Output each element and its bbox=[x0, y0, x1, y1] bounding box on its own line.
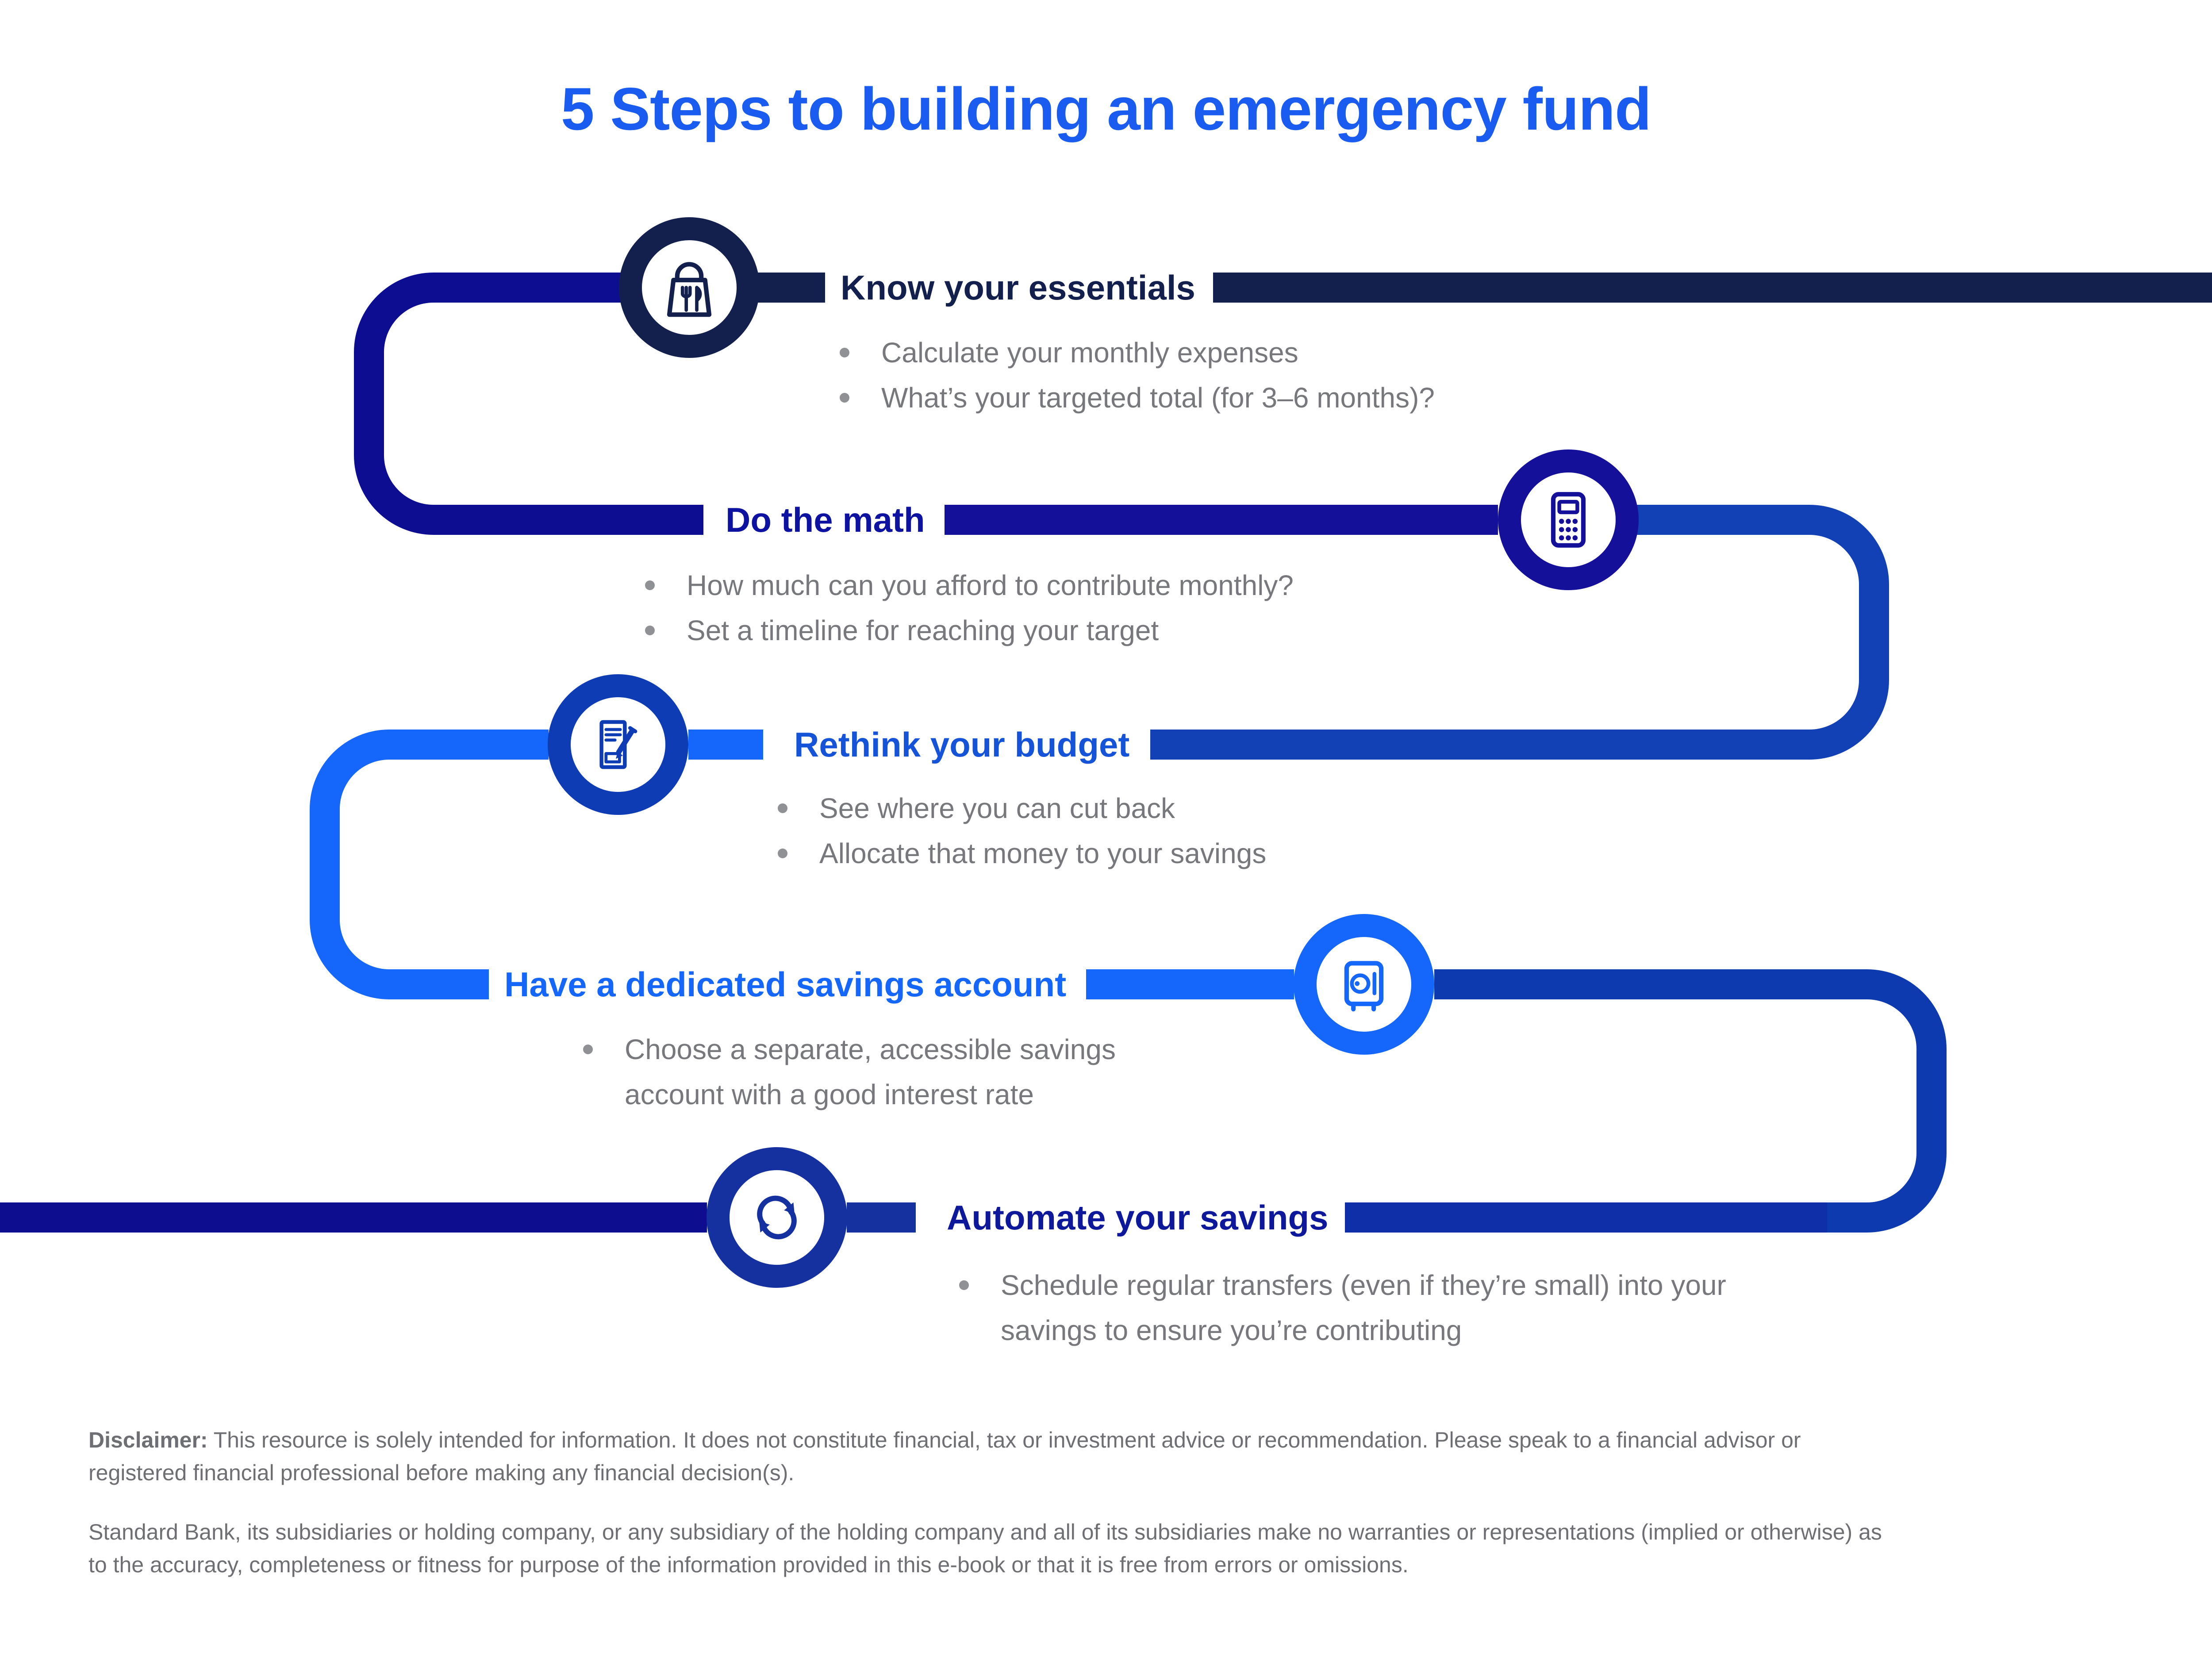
bullet-text: Calculate your monthly expenses bbox=[881, 337, 1298, 369]
path-segment-row2-mid bbox=[945, 505, 1498, 535]
step-2-heading: Do the math bbox=[726, 500, 925, 539]
path-segment-row5-stub bbox=[847, 1202, 916, 1233]
path-segment-row1-stub bbox=[757, 273, 825, 303]
path-segment-row5-left bbox=[0, 1202, 707, 1233]
disclaimer-label: Disclaimer: bbox=[88, 1428, 208, 1452]
step-1-heading: Know your essentials bbox=[841, 268, 1195, 307]
disclaimer-paragraph-2 bbox=[88, 1516, 2168, 1581]
step-3-bullet-list bbox=[778, 786, 1266, 876]
list-item bbox=[778, 786, 1266, 831]
bullet-text: How much can you afford to contribute monthly? bbox=[687, 569, 1294, 601]
bullet-dot bbox=[583, 1045, 593, 1054]
page-title: 5 Steps to building an emergency fund bbox=[561, 75, 1651, 142]
step-3-heading: Rethink your budget bbox=[794, 725, 1130, 764]
list-item bbox=[645, 563, 1294, 608]
bullet-text: What’s your targeted total (for 3–6 months)? bbox=[881, 382, 1435, 414]
shopping-bag-icon bbox=[652, 250, 727, 325]
list-item bbox=[645, 608, 1294, 653]
path-segment-row1-right bbox=[1213, 273, 2212, 303]
bullet-text: Choose a separate, accessible savings account with a good interest rate bbox=[625, 1033, 1116, 1110]
step-1-circle bbox=[619, 217, 760, 358]
path-segment-row4-mid bbox=[1086, 969, 1294, 999]
step-2-circle bbox=[1498, 449, 1639, 590]
step-3-circle bbox=[548, 674, 688, 815]
path-segment-row3-stub bbox=[688, 730, 763, 760]
list-item bbox=[840, 375, 1435, 420]
disclaimer-line: registered financial professional before making any financial decision(s). bbox=[88, 1460, 795, 1485]
path-elbow-right-1 bbox=[1770, 505, 1889, 760]
step-4-circle bbox=[1294, 914, 1434, 1055]
path-elbow-right-2 bbox=[1823, 969, 1947, 1233]
safe-icon bbox=[1326, 947, 1402, 1022]
list-item bbox=[778, 831, 1266, 876]
bullet-text: See where you can cut back bbox=[819, 792, 1175, 824]
bullet-dot bbox=[645, 580, 655, 590]
bullet-dot bbox=[959, 1280, 969, 1290]
bullet-dot bbox=[840, 393, 849, 403]
bullet-text: Schedule regular transfers (even if they’re small) into your savings to ensure you’re contributing bbox=[1001, 1269, 1726, 1346]
path-segment-row1-left bbox=[460, 273, 624, 303]
path-elbow-left-2 bbox=[310, 730, 438, 999]
list-item bbox=[583, 1027, 1209, 1117]
bullet-dot bbox=[778, 803, 787, 813]
step-1-bullet-list bbox=[840, 330, 1435, 420]
step-4-heading: Have a dedicated savings account bbox=[504, 965, 1067, 1004]
notepad-pencil-icon bbox=[580, 707, 656, 782]
refresh-icon bbox=[739, 1180, 814, 1255]
bullet-dot bbox=[645, 626, 655, 635]
disclaimer-paragraph-1 bbox=[88, 1424, 2168, 1489]
calculator-icon bbox=[1531, 482, 1606, 557]
bullet-text: Set a timeline for reaching your target bbox=[687, 614, 1159, 646]
path-segment-row3-right bbox=[1150, 730, 1796, 760]
path-segment-row5-right bbox=[1345, 1202, 1827, 1233]
bullet-text: Allocate that money to your savings bbox=[819, 837, 1267, 869]
path-segment-row4-right bbox=[1434, 969, 1849, 999]
list-item bbox=[959, 1263, 1753, 1353]
path-elbow-left-1 bbox=[354, 273, 482, 535]
bullet-dot bbox=[778, 849, 787, 858]
step-5-circle bbox=[707, 1147, 847, 1288]
path-segment-row4-left bbox=[416, 969, 489, 999]
disclaimer-line: Standard Bank, its subsidiaries or holding company, or any subsidiary of the holding company and all of its subsidiaries make no warranties or representations (implied or otherwise) as bbox=[88, 1520, 1882, 1544]
bullet-dot bbox=[840, 348, 849, 357]
step-5-bullet-list bbox=[959, 1263, 1753, 1353]
step-5-heading: Automate your savings bbox=[947, 1198, 1329, 1237]
step-2-bullet-list bbox=[645, 563, 1294, 653]
disclaimer-text: This resource is solely intended for information. It does not constitute financial, tax or investment advice or recommendation. Please speak to a financial advisor or bbox=[207, 1428, 1801, 1452]
path-segment-row2-left bbox=[460, 505, 703, 535]
disclaimer-line bbox=[88, 1428, 1801, 1452]
list-item bbox=[840, 330, 1435, 375]
disclaimer bbox=[88, 1424, 2168, 1608]
step-4-bullet-list bbox=[583, 1027, 1209, 1117]
disclaimer-line: to the accuracy, completeness or fitness for purpose of the information provided in this e-book or that it is free from errors or omissions. bbox=[88, 1552, 1409, 1577]
